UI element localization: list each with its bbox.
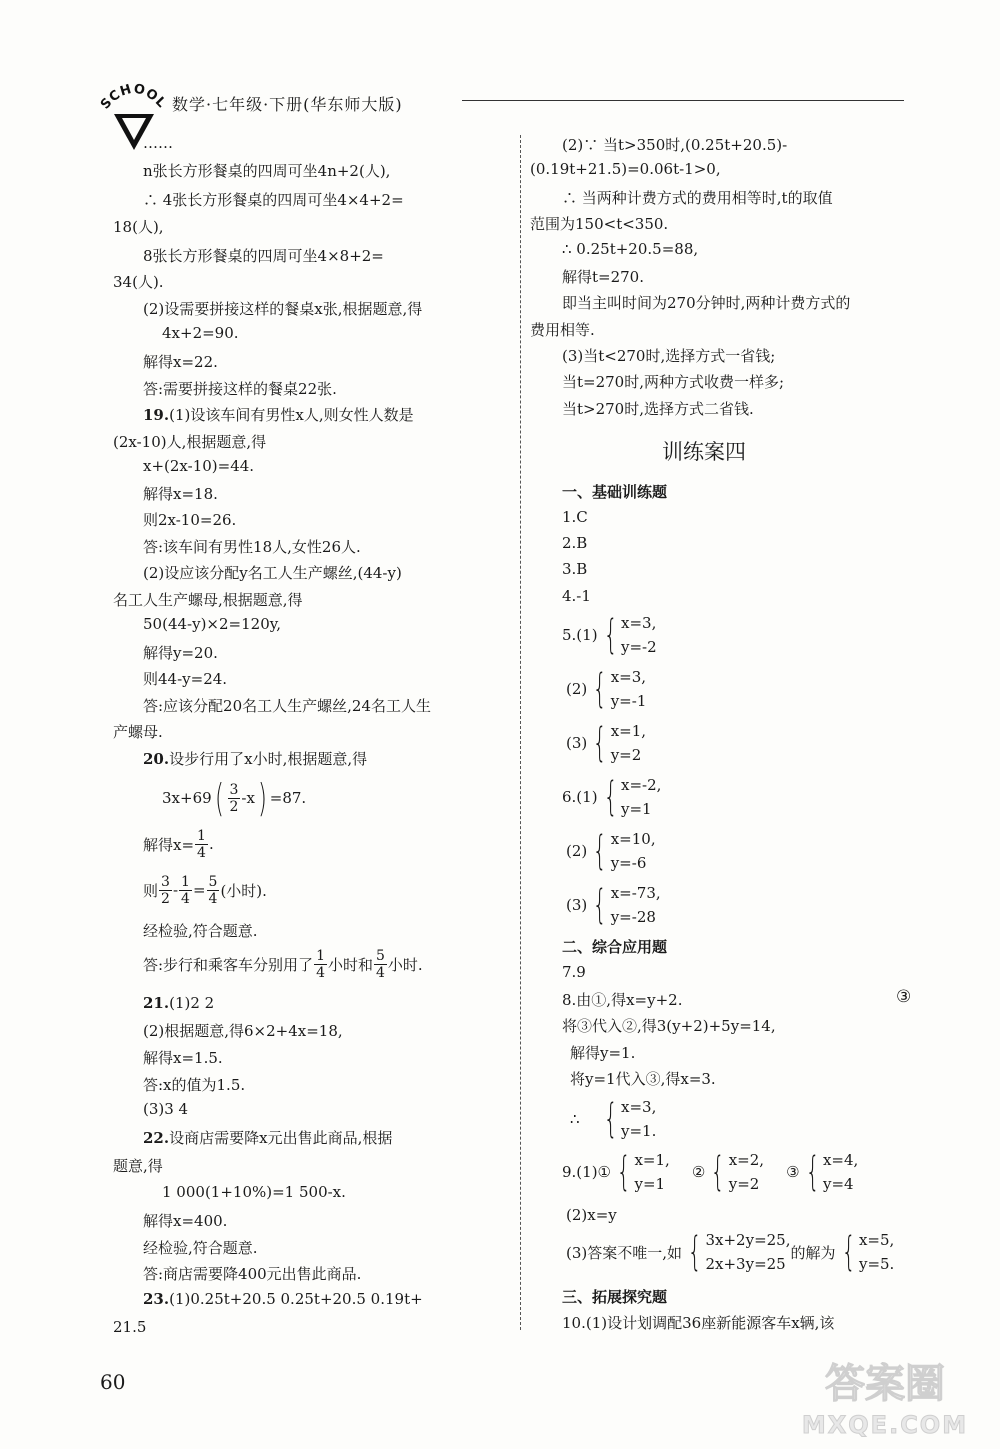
equation-row: x=1, (610, 722, 647, 740)
equation-row: y=-1 (610, 692, 647, 710)
question-20 (143, 748, 367, 769)
denominator: 4 (316, 964, 325, 981)
watermark-logo (780, 1355, 990, 1440)
answer-label: 5.(1) (562, 626, 598, 644)
header-title: 数学·七年级·下册(华东师大版) (172, 95, 403, 114)
equation-line (143, 944, 423, 984)
fraction (195, 828, 208, 861)
text-span: =87. (269, 789, 307, 807)
text-line: x+(2x-10)=44. (143, 457, 255, 475)
answer-label: 9.(1)① (562, 1163, 612, 1181)
answer-label: (2) (566, 842, 588, 860)
equation-row: y=-2 (621, 638, 657, 656)
fraction (207, 874, 220, 907)
text-span: 设商店需要降x元出售此商品,根据 (169, 1129, 393, 1147)
equation-line (143, 870, 267, 910)
text-line: (2)设应该分配y名工人生产螺丝,(44-y) (143, 564, 402, 582)
equation-row: x=2, (728, 1151, 765, 1169)
answer-10: 10.(1)设计划调配36座新能源客车x辆,该 (562, 1314, 835, 1332)
equation-system: { x=-73, y=-28 (592, 882, 661, 928)
denominator: 2 (229, 798, 239, 815)
text-line: 50(44-y)×2=120y, (143, 615, 281, 633)
equation-row: x=-73, (610, 884, 661, 902)
fraction (228, 782, 241, 815)
question-number: 21. (143, 994, 170, 1012)
denominator: 4 (197, 844, 206, 861)
text-span: 的解为 (790, 1243, 836, 1262)
equation-row: x=3, (610, 668, 647, 686)
text-line: n张长方形餐桌的四周可坐4n+2(人), (143, 162, 391, 180)
equation-system: { x=5, y=5. (841, 1229, 895, 1275)
equation-system: { x=4, y=4 (805, 1149, 859, 1195)
text-span: . (208, 835, 214, 853)
answer-2: 2.B (562, 534, 588, 552)
equation-row: x=1, (634, 1151, 670, 1169)
equation-row: x=4, (822, 1151, 859, 1169)
text-line: 则44-y=24. (143, 670, 228, 688)
question-number: 23. (143, 1290, 170, 1308)
subsection-heading: 三、拓展探究题 (562, 1288, 668, 1306)
equation-row: y=-6 (610, 854, 647, 872)
text-line: 则2x-10=26. (143, 511, 237, 529)
text-span: = (192, 881, 206, 899)
text-line: 8张长方形餐桌的四周可坐4×8+2= (143, 247, 384, 265)
text-line: 解得x=400. (143, 1212, 228, 1230)
equation-row: y=2 (728, 1175, 760, 1193)
question-23 (143, 1290, 423, 1308)
answer-5-1 (562, 611, 657, 659)
page-number: 60 (100, 1370, 126, 1394)
text-line: 经检验,符合题意. (143, 922, 258, 940)
question-number: 22. (143, 1129, 170, 1147)
text-line: (2)根据题意,得6×2+4x=18, (143, 1022, 343, 1040)
text-span: 设步行用了x小时,根据题意,得 (169, 750, 368, 768)
text-line: 解得t=270. (562, 268, 644, 286)
text-line: 题意,得 (113, 1157, 163, 1175)
numerator: 1 (181, 873, 190, 890)
numerator: 3 (161, 873, 170, 890)
text-line: 解得x=18. (143, 485, 218, 503)
answer-8-line: 8.由①,得x=y+2. (562, 991, 683, 1009)
text-span: 3x+69 (162, 789, 212, 807)
equation-row: y=2 (610, 746, 642, 764)
question-number: 19. (143, 406, 170, 424)
text-line: 产螺母. (113, 723, 163, 741)
equation-row: x=3, (621, 614, 657, 632)
equation-system: { x=-2, y=1 (603, 774, 662, 820)
answer-label: 6.(1) (562, 788, 598, 806)
answer-8-result (570, 1095, 656, 1143)
text-line: 解得x=22. (143, 353, 218, 371)
right-paren: ) (257, 776, 267, 820)
text-line: ∴ 当两种计费方式的费用相等时,t的取值 (562, 189, 833, 207)
text-span: (小时). (220, 881, 267, 900)
answer-5-3 (566, 719, 646, 767)
subsection-heading: 二、综合应用题 (562, 938, 668, 956)
answer-7: 7.9 (562, 963, 586, 981)
subsection-heading: 一、基础训练题 (562, 483, 668, 501)
watermark-url: MXQE.COM (801, 1411, 969, 1439)
equation-row: y=4 (822, 1175, 854, 1193)
text-line: (2)设需要拼接这样的餐桌x张,根据题意,得 (143, 300, 423, 318)
equation-system: { x=10, y=-6 (592, 828, 656, 874)
answer-label: (3) (566, 734, 588, 752)
answer-1: 1.C (562, 508, 588, 526)
question-22 (143, 1127, 392, 1148)
text-line: 答:x的值为1.5. (143, 1076, 246, 1094)
text-line: 答:该车间有男性18人,女性26人. (143, 538, 361, 556)
text-span: 小时和 (327, 955, 373, 974)
equation-system: { x=2, y=2 (710, 1149, 765, 1195)
text-line: 答:商店需要降400元出售此商品. (143, 1265, 362, 1283)
section-title: 训练案四 (662, 440, 746, 464)
logo-text: SCHOOL (97, 81, 170, 113)
answer-8-line: 将③代入②,得3(y+2)+5y=14, (562, 1017, 776, 1035)
question-19 (143, 404, 414, 425)
numerator: 5 (208, 873, 218, 890)
answer-4: 4.-1 (562, 587, 591, 605)
numerator: 1 (316, 947, 325, 964)
denominator: 4 (376, 964, 385, 981)
question-21 (143, 994, 214, 1012)
answer-3: 3.B (562, 560, 588, 578)
question-number: 20. (143, 750, 170, 768)
answer-label: ② (691, 1163, 706, 1181)
answer-6-3 (566, 881, 661, 929)
text-line: …… (143, 134, 173, 152)
equation-line (143, 824, 214, 864)
equation-system: { x=3, y=1. (603, 1096, 657, 1142)
answer-label: ③ (786, 1163, 800, 1181)
text-line: (3)当t<270时,选择方式一省钱; (562, 347, 776, 365)
text-line: 1 000(1+10%)=1 500-x. (162, 1183, 346, 1201)
equation-row: y=1 (621, 800, 652, 818)
text-line: 解得x=1.5. (143, 1049, 223, 1067)
text-span: 解得x= (143, 835, 195, 854)
answer-6-1 (562, 773, 661, 821)
equation-mark: ③ (896, 987, 912, 1007)
equation-system: { x=1, y=1 (616, 1149, 670, 1195)
column-divider (520, 135, 521, 1330)
text-span: - (172, 881, 179, 899)
numerator: 5 (376, 947, 385, 964)
text-span: 答:步行和乘客车分别用了 (143, 955, 314, 974)
fraction (314, 948, 327, 981)
text-line: 18(人), (113, 218, 164, 236)
text-span: (3)答案不唯一,如 (566, 1243, 683, 1262)
header-rule (462, 100, 904, 101)
text-line: (2)∵ 当t>350时,(0.25t+20.5)- (562, 136, 788, 154)
text-line: ∴ 4张长方形餐桌的四周可坐4×4+2= (143, 191, 404, 209)
answer-6-2 (566, 827, 656, 875)
denominator: 2 (161, 890, 170, 907)
text-line: 答:应该分配20名工人生产螺丝,24名工人生 (143, 697, 431, 715)
answer-9-1 (562, 1148, 858, 1196)
text-span: 小时. (387, 955, 423, 974)
text-span: (1)0.25t+20.5 0.25t+20.5 0.19t+ (169, 1290, 423, 1308)
text-span: -x (241, 789, 255, 807)
text-line: ∴ 0.25t+20.5=88, (562, 240, 699, 258)
text-span: 则 (143, 881, 159, 900)
text-line: 4x+2=90. (162, 324, 239, 342)
text-line: 费用相等. (530, 321, 595, 339)
text-span: (1)设该车间有男性x人,则女性人数是 (169, 406, 414, 424)
equation-system: { x=3, y=-2 (603, 612, 657, 658)
answer-label: (2) (566, 680, 588, 698)
answer-8-line: 将y=1代入③,得x=3. (570, 1070, 716, 1088)
left-paren: ( (214, 776, 224, 820)
equation-row: x=-2, (621, 776, 662, 794)
equation-row: x=5, (858, 1231, 895, 1249)
text-line: (3)3 4 (143, 1100, 189, 1118)
text-line: (2x-10)人,根据题意,得 (113, 433, 267, 451)
text-line: 名工人生产螺母,根据题意,得 (113, 591, 303, 609)
text-line: 经检验,符合题意. (143, 1239, 258, 1257)
equation-system: { 3x+2y=25, 2x+3y=25 (687, 1229, 791, 1275)
equation-line (162, 774, 306, 822)
equation-row: 2x+3y=25 (705, 1255, 786, 1273)
text-line: 当t>270时,选择方式二省钱. (562, 400, 754, 418)
fraction (179, 874, 192, 907)
fraction (374, 948, 387, 981)
equation-row: y=-28 (610, 908, 656, 926)
text-line: 21.5 (113, 1318, 147, 1336)
equation-row: y=1. (621, 1122, 657, 1140)
numerator: 3 (229, 781, 239, 798)
watermark-text: 答案圈 (825, 1361, 945, 1407)
equation-row: 3x+2y=25, (705, 1231, 791, 1249)
equation-system: { x=1, y=2 (592, 720, 647, 766)
equation-system: { x=3, y=-1 (592, 666, 647, 712)
equation-row: x=3, (621, 1098, 657, 1116)
answer-9-2: (2)x=y (566, 1206, 617, 1224)
svg-text:SCHOOL (98, 82, 169, 113)
answer-8-line: 解得y=1. (570, 1044, 636, 1062)
answer-5-2 (566, 665, 646, 713)
answer-label: (3) (566, 896, 588, 914)
equation-row: y=5. (858, 1255, 895, 1273)
numerator: 1 (197, 827, 206, 844)
text-line: 解得y=20. (143, 644, 218, 662)
text-line: 即当主叫时间为270分钟时,两种计费方式的 (562, 294, 851, 312)
equation-row: x=10, (610, 830, 656, 848)
therefore-symbol: ∴ (570, 1110, 580, 1128)
answer-9-3 (566, 1228, 894, 1276)
denominator: 4 (208, 890, 218, 907)
text-line: (0.19t+21.5)=0.06t-1>0, (530, 160, 721, 178)
text-line: 当t=270时,两种方式收费一样多; (562, 373, 785, 391)
fraction (159, 874, 172, 907)
equation-row: y=1 (634, 1175, 666, 1193)
text-span: (1)2 2 (169, 994, 215, 1012)
text-line: 范围为150<t<350. (530, 215, 669, 233)
denominator: 4 (181, 890, 190, 907)
text-line: 答:需要拼接这样的餐桌22张. (143, 380, 337, 398)
text-line: 34(人). (113, 273, 164, 291)
